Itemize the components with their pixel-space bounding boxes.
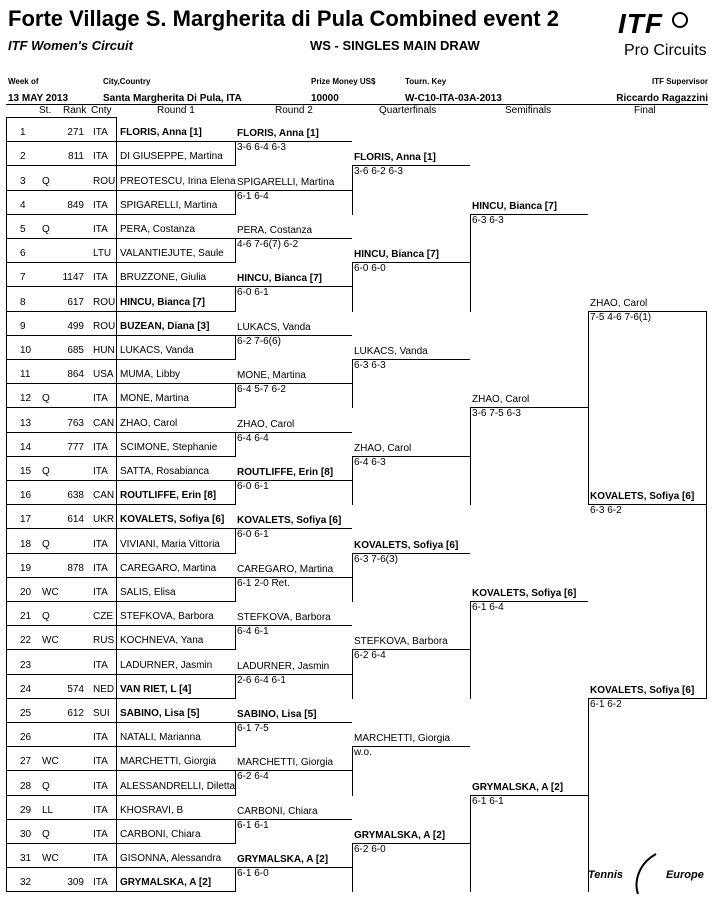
- col-round2: Round 2: [275, 105, 313, 116]
- entry-rank: 685: [67, 345, 84, 356]
- entry-number: 10: [20, 345, 32, 356]
- tournament-title: Forte Village S. Margherita di Pula Combined event 2: [8, 6, 559, 31]
- key-label: Tourn. Key: [405, 77, 447, 86]
- entry-row-line: [6, 335, 235, 336]
- entry-player: DI GIUSEPPE, Martina: [120, 151, 223, 162]
- entry-row-line: [6, 286, 235, 287]
- entry-player: CAREGARO, Martina: [120, 563, 217, 574]
- entry-number: 6: [20, 248, 26, 259]
- col-quarterfinals: Quarterfinals: [379, 105, 437, 116]
- entry-player: LUKACS, Vanda: [120, 345, 194, 356]
- round2-winner: LUKACS, Vanda: [237, 322, 311, 333]
- quarterfinals-score: 6-3 7-6(3): [354, 554, 398, 565]
- entry-country: ROU: [93, 321, 116, 332]
- entry-player: GRYMALSKA, A [2]: [120, 877, 212, 888]
- round2-score: 6-4 6-1: [237, 626, 269, 637]
- entry-country: ITA: [93, 853, 108, 864]
- round2-score: 4-6 7-6(7) 6-2: [237, 239, 299, 250]
- round2-bracket-line: [235, 141, 236, 166]
- entry-rank: 878: [67, 563, 84, 574]
- entry-number: 9: [20, 321, 26, 332]
- entry-player: BUZEAN, Diana [3]: [120, 321, 210, 332]
- entry-rank: 499: [67, 321, 84, 332]
- entry-player: LADURNER, Jasmin: [120, 660, 213, 671]
- round2-winner: LADURNER, Jasmin: [237, 661, 330, 672]
- entry-player: FLORIS, Anna [1]: [120, 127, 202, 138]
- entry-status: Q: [42, 393, 50, 404]
- entry-country: ITA: [93, 563, 108, 574]
- quarterfinals-winner: ZHAO, Carol: [354, 443, 412, 454]
- tennis-europe-swoosh-icon: [630, 852, 660, 896]
- entry-player: VIVIANI, Maria Vittoria: [120, 539, 220, 550]
- quarterfinals-score: 6-3 6-3: [354, 360, 386, 371]
- semifinals-score: 3-6 7-5 6-3: [472, 408, 521, 419]
- entry-player: KOCHNEVA, Yana: [120, 635, 204, 646]
- entry-row-line: [6, 165, 235, 166]
- entry-status: WC: [42, 635, 59, 646]
- quarterfinals-winner: LUKACS, Vanda: [354, 346, 428, 357]
- quarterfinals-winner: GRYMALSKA, A [2]: [354, 830, 446, 841]
- entry-status: Q: [42, 466, 50, 477]
- entry-country: ROU: [93, 297, 116, 308]
- entry-number: 8: [20, 297, 26, 308]
- entry-country: ITA: [93, 877, 108, 888]
- quarterfinals-winner: FLORIS, Anna [1]: [354, 152, 436, 163]
- entry-row-line: [6, 359, 235, 360]
- round2-bracket-line: [235, 577, 236, 602]
- semifinals-bracket-line: [470, 407, 471, 505]
- prize-value: 10000: [311, 93, 339, 104]
- circuit-name: ITF Women's Circuit: [8, 38, 133, 53]
- entry-row-line: [6, 577, 235, 578]
- week-label: Week of: [8, 77, 39, 86]
- entry-row-line: [6, 843, 235, 844]
- entry-number: 2: [20, 151, 26, 162]
- key-value: W-C10-ITA-03A-2013: [405, 93, 502, 104]
- entry-number: 20: [20, 587, 32, 598]
- entry-row-line: [6, 214, 235, 215]
- entry-status: Q: [42, 781, 50, 792]
- entry-row-line: [6, 891, 235, 892]
- entry-status: Q: [42, 176, 50, 187]
- round2-bracket-line: [235, 625, 236, 650]
- col-status: St.: [39, 105, 52, 116]
- entry-country: ROU: [93, 176, 116, 187]
- col-semifinals: Semifinals: [505, 105, 552, 116]
- semifinals-winner: GRYMALSKA, A [2]: [472, 782, 564, 793]
- prize-label: Prize Money US$: [311, 77, 376, 86]
- entry-rank: 763: [67, 418, 84, 429]
- semifinals-score: 6-3 6-3: [472, 215, 504, 226]
- entry-row-line: [6, 601, 235, 602]
- entry-number: 5: [20, 224, 26, 235]
- round2-winner: GRYMALSKA, A [2]: [237, 854, 329, 865]
- entry-country: ITA: [93, 829, 108, 840]
- round2-bracket-line: [235, 722, 236, 747]
- entry-country: CAN: [93, 418, 115, 429]
- entry-rank: 612: [67, 708, 84, 719]
- entry-number: 14: [20, 442, 32, 453]
- entry-row-line: [6, 819, 235, 820]
- entry-player: VALANTIEJUTE, Saule: [120, 248, 224, 259]
- itf-logo: ITF: [618, 8, 663, 39]
- supervisor-value: Riccardo Ragazzini: [616, 93, 708, 104]
- entry-rank: 1147: [62, 272, 84, 283]
- col-final: Final: [634, 105, 656, 116]
- entry-number: 23: [20, 660, 32, 671]
- entry-number: 26: [20, 732, 32, 743]
- quarterfinals-score: 6-4 6-3: [354, 457, 386, 468]
- entry-number: 24: [20, 684, 32, 695]
- round2-bracket-line: [235, 819, 236, 844]
- entry-row-line: [6, 311, 235, 312]
- entry-status: WC: [42, 853, 59, 864]
- entry-row-line: [6, 770, 235, 771]
- entry-row-line: [6, 262, 235, 263]
- entry-status: LL: [42, 805, 54, 816]
- entry-player: ALESSANDRELLI, Diletta: [120, 781, 236, 792]
- entry-country: UKR: [93, 514, 115, 525]
- semifinals-winner: HINCU, Bianca [7]: [472, 201, 558, 212]
- entry-player: CARBONI, Chiara: [120, 829, 201, 840]
- entry-country: ITA: [93, 272, 108, 283]
- entry-country: ITA: [93, 466, 108, 477]
- round2-score: 6-0 6-1: [237, 287, 269, 298]
- round2-winner: CARBONI, Chiara: [237, 806, 318, 817]
- quarterfinals-score: 6-0 6-0: [354, 263, 386, 274]
- quarterfinals-winner: KOVALETS, Sofiya [6]: [354, 540, 459, 551]
- entry-number: 18: [20, 539, 32, 550]
- entry-number: 15: [20, 466, 32, 477]
- entry-country: ITA: [93, 587, 108, 598]
- entry-row-line: [6, 625, 235, 626]
- entry-player: MONE, Martina: [120, 393, 189, 404]
- entry-player: SCIMONE, Stephanie: [120, 442, 218, 453]
- entry-country: ITA: [93, 127, 108, 138]
- round2-bracket-line: [235, 335, 236, 360]
- quarterfinals-bracket-line: [352, 746, 353, 796]
- entry-status: Q: [42, 224, 50, 235]
- round2-bracket-line: [235, 286, 236, 312]
- quarterfinals-score: 6-2 6-4: [354, 650, 386, 661]
- entry-rank: 617: [67, 297, 84, 308]
- entry-number: 27: [20, 756, 32, 767]
- entry-player: PERA, Costanza: [120, 224, 196, 235]
- tennis-europe-logo: [588, 852, 704, 896]
- entry-player: PREOTESCU, Irina Elena: [120, 176, 236, 187]
- entry-row-line: [6, 674, 235, 675]
- round2-winner: CAREGARO, Martina: [237, 564, 334, 575]
- round2-score: 6-2 7-6(6): [237, 336, 281, 347]
- entry-rank: 638: [67, 490, 84, 501]
- round2-winner: ZHAO, Carol: [237, 419, 295, 430]
- quarterfinals-winner: MARCHETTI, Giorgia: [354, 733, 451, 744]
- semifinals-bracket-line: [470, 214, 471, 312]
- entry-country: ITA: [93, 224, 108, 235]
- entry-country: ITA: [93, 756, 108, 767]
- round2-winner: SPIGARELLI, Martina: [237, 177, 335, 188]
- semifinals-winner: ZHAO, Carol: [472, 394, 530, 405]
- entry-row-line: [6, 795, 235, 796]
- entry-player: KHOSRAVI, B: [120, 805, 184, 816]
- round2-score: 3-6 6-4 6-3: [237, 142, 286, 153]
- quarterfinals-bracket-line: [352, 553, 353, 602]
- entry-country: ITA: [93, 660, 108, 671]
- entry-player: SPIGARELLI, Martina: [120, 200, 218, 211]
- round2-winner: ROUTLIFFE, Erin [8]: [237, 467, 334, 478]
- entry-status: Q: [42, 611, 50, 622]
- semifinals-score: 6-1 6-4: [472, 602, 504, 613]
- round2-score: 6-1 2-0 Ret.: [237, 578, 290, 589]
- round2-winner: HINCU, Bianca [7]: [237, 273, 323, 284]
- entry-number: 19: [20, 563, 32, 574]
- round2-winner: MONE, Martina: [237, 370, 306, 381]
- round2-winner: MARCHETTI, Giorgia: [237, 757, 334, 768]
- round2-winner: PERA, Costanza: [237, 225, 313, 236]
- round2-score: 6-2 6-4: [237, 771, 269, 782]
- supervisor-label: ITF Supervisor: [651, 77, 708, 86]
- entry-row-line: [6, 746, 235, 747]
- round2-score: 6-1 7-5: [237, 723, 269, 734]
- entry-player: VAN RIET, L [4]: [120, 684, 192, 695]
- entry-player: SABINO, Lisa [5]: [120, 708, 200, 719]
- entry-number: 30: [20, 829, 32, 840]
- round2-bracket-line: [235, 238, 236, 263]
- final-score: 6-1 6-2: [590, 699, 622, 710]
- round2-winner: FLORIS, Anna [1]: [237, 128, 319, 139]
- col-country: Cnty: [91, 105, 112, 116]
- entry-row-line: [6, 456, 235, 457]
- round2-score: 6-1 6-4: [237, 191, 269, 202]
- entry-country: ITA: [93, 539, 108, 550]
- entry-player: MUMA, Libby: [120, 369, 181, 380]
- entry-country: ITA: [93, 442, 108, 453]
- entry-number: 31: [20, 853, 32, 864]
- city-value: Santa Margherita Di Pula, ITA: [103, 93, 242, 104]
- round2-score: 6-1 6-0: [237, 868, 269, 879]
- pro-circuits-logo: Pro Circuits: [624, 42, 707, 59]
- semifinals-bracket-line: [470, 795, 471, 892]
- entry-row-line: [6, 722, 235, 723]
- entry-row-line: [6, 528, 235, 529]
- final-winner: KOVALETS, Sofiya [6]: [590, 685, 695, 696]
- entry-rank: 849: [67, 200, 84, 211]
- entry-player: STEFKOVA, Barbora: [120, 611, 214, 622]
- tennis-europe-right: Europe: [665, 869, 704, 882]
- entry-row-line: [6, 553, 235, 554]
- table-top-border: [6, 117, 116, 118]
- entry-country: RUS: [93, 635, 115, 646]
- round2-bracket-line: [235, 190, 236, 215]
- entry-rank: 271: [67, 127, 84, 138]
- entry-row-line: [6, 649, 235, 650]
- entry-player: HINCU, Bianca [7]: [120, 297, 206, 308]
- entry-player: ROUTLIFFE, Erin [8]: [120, 490, 217, 501]
- round2-winner: KOVALETS, Sofiya [6]: [237, 515, 342, 526]
- entry-country: LTU: [93, 248, 112, 259]
- entry-row-line: [6, 383, 235, 384]
- entry-number: 12: [20, 393, 32, 404]
- entry-player: GISONNA, Alessandra: [120, 853, 222, 864]
- entry-player: ZHAO, Carol: [120, 418, 178, 429]
- entry-row-line: [6, 407, 235, 408]
- entry-country: ITA: [93, 200, 108, 211]
- final-winner: ZHAO, Carol: [590, 298, 648, 309]
- entry-status: WC: [42, 587, 59, 598]
- quarterfinals-bracket-line: [352, 649, 353, 699]
- entry-number: 16: [20, 490, 32, 501]
- entry-row-line: [6, 504, 235, 505]
- quarterfinals-bracket-line: [352, 843, 353, 892]
- entry-number: 29: [20, 805, 32, 816]
- entry-number: 11: [20, 369, 31, 380]
- round2-bracket-line: [235, 674, 236, 699]
- entry-row-line: [6, 238, 235, 239]
- final-bracket-line: [588, 311, 589, 505]
- round2-score: 6-0 6-1: [237, 529, 269, 540]
- entry-number: 28: [20, 781, 32, 792]
- entry-row-line: [6, 867, 235, 868]
- entry-number: 32: [20, 877, 32, 888]
- draw-type: WS - SINGLES MAIN DRAW: [310, 38, 480, 53]
- entry-player: NATALI, Marianna: [120, 732, 201, 743]
- semifinals-bracket-line: [470, 601, 471, 699]
- entry-player: BRUZZONE, Giulia: [120, 272, 207, 283]
- entry-number: 1: [20, 127, 26, 138]
- entry-country: SUI: [93, 708, 110, 719]
- entry-country: CAN: [93, 490, 115, 501]
- entry-number: 4: [20, 200, 26, 211]
- entry-row-line: [6, 480, 235, 481]
- quarterfinals-score: w.o.: [354, 747, 372, 758]
- quarterfinals-winner: STEFKOVA, Barbora: [354, 636, 448, 647]
- tennis-ball-icon: [672, 12, 688, 28]
- round2-score: 6-4 5-7 6-2: [237, 384, 286, 395]
- col-round1: Round 1: [157, 105, 195, 116]
- entry-country: CZE: [93, 611, 113, 622]
- entry-number: 25: [20, 708, 32, 719]
- entry-player: MARCHETTI, Giorgia: [120, 756, 217, 767]
- entry-row-line: [6, 190, 235, 191]
- entry-status: WC: [42, 756, 59, 767]
- quarterfinals-bracket-line: [352, 456, 353, 505]
- entry-row-line: [6, 432, 235, 433]
- round2-score: 6-4 6-4: [237, 433, 269, 444]
- entry-country: ITA: [93, 393, 108, 404]
- champion-score: 6-3 6-2: [590, 505, 622, 516]
- entry-player: KOVALETS, Sofiya [6]: [120, 514, 225, 525]
- entry-status: Q: [42, 829, 50, 840]
- entry-country: ITA: [93, 151, 108, 162]
- entry-rank: 614: [67, 514, 84, 525]
- quarterfinals-winner: HINCU, Bianca [7]: [354, 249, 440, 260]
- entry-row-line: [6, 698, 235, 699]
- entry-country: ITA: [93, 732, 108, 743]
- entry-country: NED: [93, 684, 115, 695]
- city-label: City,Country: [103, 77, 151, 86]
- round2-bracket-line: [235, 528, 236, 554]
- quarterfinals-bracket-line: [352, 165, 353, 215]
- round2-bracket-line: [235, 432, 236, 457]
- entry-player: SATTA, Rosabianca: [120, 466, 210, 477]
- entry-country: HUN: [93, 345, 115, 356]
- quarterfinals-score: 3-6 6-2 6-3: [354, 166, 403, 177]
- entry-player: SALIS, Elisa: [120, 587, 176, 598]
- champion-name: KOVALETS, Sofiya [6]: [590, 491, 695, 502]
- entry-number: 13: [20, 418, 32, 429]
- entry-row-line: [6, 141, 235, 142]
- round2-score: 6-1 6-1: [237, 820, 269, 831]
- week-value: 13 MAY 2013: [8, 93, 69, 104]
- entry-country: ITA: [93, 781, 108, 792]
- quarterfinals-bracket-line: [352, 359, 353, 408]
- final-score: 7-5 4-6 7-6(1): [590, 312, 652, 323]
- round2-score: 2-6 6-4 6-1: [237, 675, 286, 686]
- entry-country: USA: [93, 369, 114, 380]
- round2-bracket-line: [235, 383, 236, 408]
- round2-score: 6-0 6-1: [237, 481, 269, 492]
- entry-status: Q: [42, 539, 50, 550]
- entry-rank: 777: [67, 442, 84, 453]
- round2-bracket-line: [235, 770, 236, 796]
- entry-number: 17: [20, 514, 32, 525]
- entry-rank: 309: [67, 877, 84, 888]
- tennis-europe-left: Tennis: [588, 869, 624, 882]
- semifinals-score: 6-1 6-1: [472, 796, 504, 807]
- quarterfinals-score: 6-2 6-0: [354, 844, 386, 855]
- entry-rank: 864: [67, 369, 84, 380]
- entry-rank: 574: [67, 684, 84, 695]
- entry-number: 21: [20, 611, 32, 622]
- semifinals-winner: KOVALETS, Sofiya [6]: [472, 588, 577, 599]
- round2-winner: STEFKOVA, Barbora: [237, 612, 331, 623]
- col-rank: Rank: [63, 105, 87, 116]
- entry-number: 7: [20, 272, 26, 283]
- round2-bracket-line: [235, 867, 236, 892]
- entry-number: 3: [20, 176, 26, 187]
- round2-bracket-line: [235, 480, 236, 505]
- entry-country: ITA: [93, 805, 108, 816]
- entry-number: 22: [20, 635, 32, 646]
- final-bracket-right: [706, 311, 707, 699]
- quarterfinals-bracket-line: [352, 262, 353, 312]
- round2-winner: SABINO, Lisa [5]: [237, 709, 317, 720]
- entry-rank: 811: [68, 151, 84, 162]
